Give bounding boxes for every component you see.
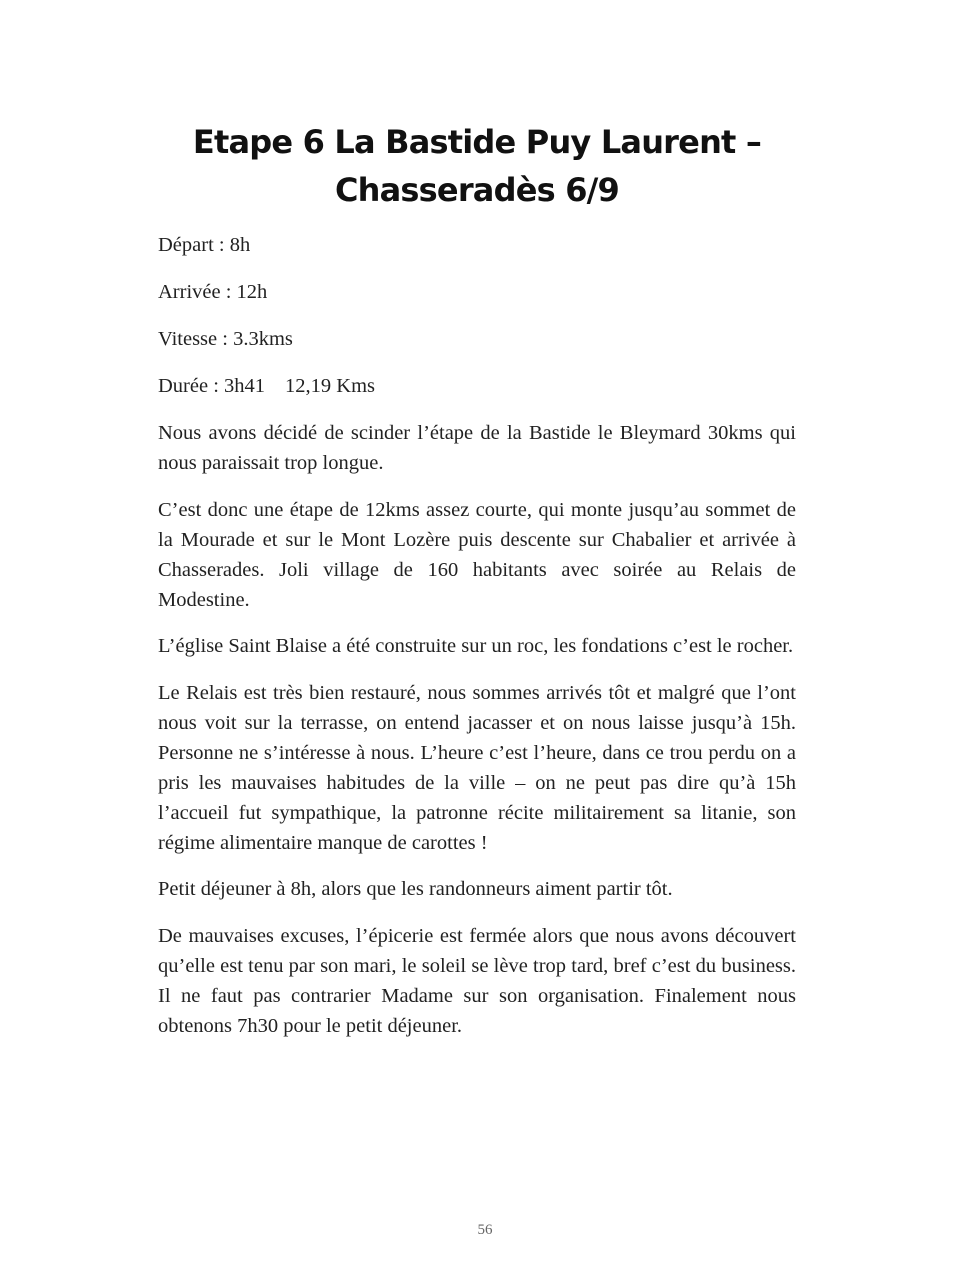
- page-title: Etape 6 La Bastide Puy Laurent – Chasseradès 6/9: [192, 123, 762, 209]
- paragraph: Petit déjeuner à 8h, alors que les randonneurs aiment partir tôt.: [158, 878, 673, 900]
- paragraph: Nous avons décidé de scinder l’étape de la Bastide le Bleymard 30kms qui nous paraissait trop longue.: [158, 422, 796, 474]
- paragraph: C’est donc une étape de 12kms assez courte, qui monte jusqu’au sommet de la Mourade et sur le Mont Lozère puis descente sur Chabalier et arrivée à Chasserades. Joli village de 160 habitants avec soirée au Relais de Modestine.: [158, 498, 796, 611]
- paragraph: De mauvaises excuses, l’épicerie est fermée alors que nous avons découvert qu’elle est tenu par son mari, le soleil se lève trop tard, bref c’est du business. Il ne faut pas contrarier Madame sur son organisation. Finalement nous obtenons 7h30 pour le petit déjeuner.: [158, 924, 796, 1037]
- paragraph: Le Relais est très bien restauré, nous sommes arrivés tôt et malgré que l’ont nous voit sur la terrasse, on entend jacasser et on nous laisse jusqu’à 15h. Personne ne s’intéresse à nous. L’heure c’est l’heure, dans ce trou perdu on a pris les mauvaises habitudes de la ville – on ne peut pas dire qu’à 15h l’accueil fut sympathique, la patronne récite militairement sa litanie, son régime alimentaire manque de carottes !: [158, 681, 796, 854]
- stat-depart: Départ : 8h: [158, 234, 251, 256]
- document-body: [158, 230, 796, 1057]
- stat-distance: 12,19 Kms: [285, 375, 376, 397]
- stat-vitesse: Vitesse : 3.3kms: [158, 328, 293, 350]
- page-number: 56: [477, 1222, 493, 1238]
- paragraph: L’église Saint Blaise a été construite sur un roc, les fondations c’est le rocher.: [158, 635, 794, 657]
- stat-duree: Durée : 3h41: [158, 375, 266, 397]
- stat-arrivee: Arrivée : 12h: [158, 281, 268, 303]
- stat-duree-line: [158, 371, 796, 401]
